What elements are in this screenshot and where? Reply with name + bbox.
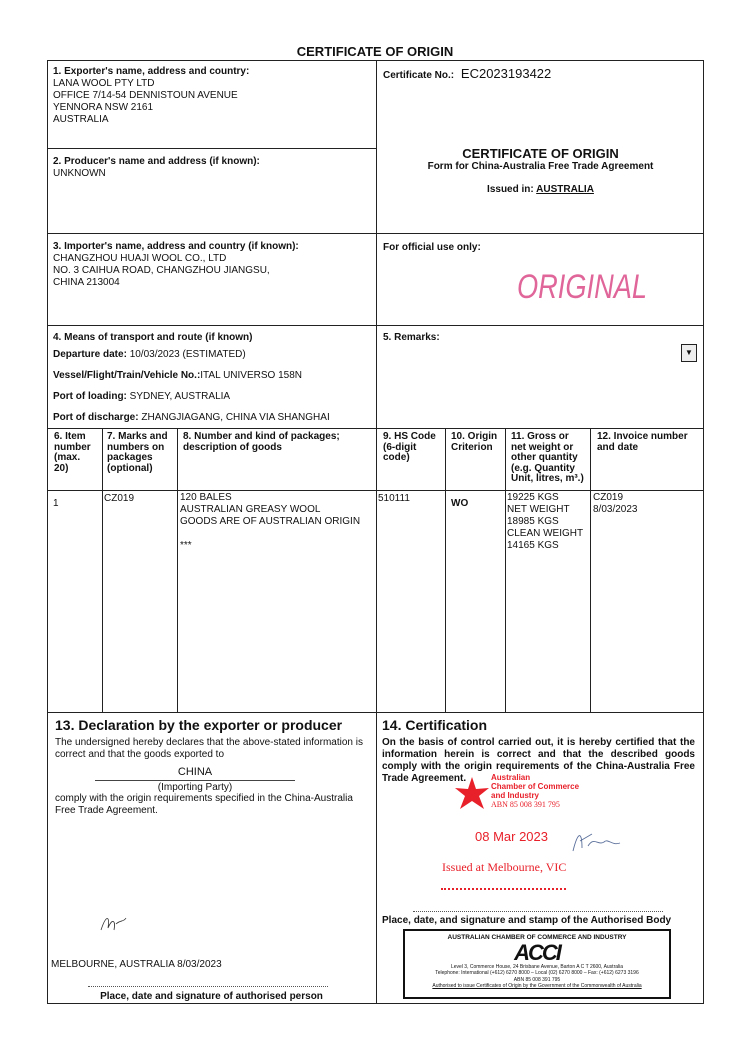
divider: [47, 325, 704, 326]
cell-hs-code: 510111: [378, 493, 410, 504]
acci-logo: ACCI: [514, 939, 560, 965]
importer-box: [53, 241, 299, 289]
transport-label: 4. Means of transport and route (if known): [53, 332, 253, 343]
producer-label: 2. Producer's name and address (if known):: [53, 156, 260, 167]
certification-date: 08 Mar 2023: [475, 829, 548, 844]
text-line: Chamber of Commerce: [491, 782, 580, 791]
cell-description: [180, 492, 360, 552]
acci-abn: ABN 85 008 391 795: [513, 976, 561, 983]
declaration-title: 13. Declaration by the exporter or producer: [55, 717, 343, 733]
divider: [47, 148, 376, 149]
vessel-label: Vessel/Flight/Train/Vehicle No.:: [53, 370, 201, 381]
text-line: (optional): [107, 462, 153, 474]
declaration-text-2: comply with the origin requirements specified in the China-Australia Free Trade Agreement.: [55, 793, 353, 816]
issued-in-label: Issued in:: [487, 184, 534, 195]
col-header-invoice: [597, 432, 688, 453]
acci-heading: AUSTRALIAN CHAMBER OF COMMERCE AND INDUSTRY: [447, 934, 627, 941]
certificate-subtitle: Form for China-Australia Free Trade Agreement: [427, 161, 654, 172]
text-line: code): [383, 452, 410, 463]
signature-line: [88, 986, 328, 987]
importer-line: NO. 3 CAIHUA ROAD, CHANGZHOU JIANGSU,: [53, 265, 270, 276]
vessel-value: ITAL UNIVERSO 158N: [200, 370, 302, 381]
acci-star-icon: [452, 775, 492, 813]
divider: [47, 712, 704, 713]
divider: [445, 428, 446, 712]
text-line: (max.: [54, 452, 81, 463]
divider: [376, 712, 377, 1004]
certificate-no-value: EC2023193422: [460, 66, 552, 81]
port-of-loading: [53, 391, 230, 402]
text-line: 20): [54, 462, 69, 474]
text-line: 8/03/2023: [593, 504, 638, 515]
col-header-item: [54, 432, 91, 474]
acci-stamp-box: [403, 929, 671, 999]
text-line: 11. Gross or: [511, 431, 569, 442]
text-line: (e.g. Quantity: [511, 462, 575, 474]
certification-text: On the basis of control carried out, it is hereby certified that the information herein is correct and that the described goods comply with the origin requirements of the China-Australia Free Trade Agreement.: [382, 737, 695, 784]
text-line: number: [54, 441, 91, 453]
divider: [102, 428, 103, 712]
loading-label: Port of loading:: [53, 391, 127, 402]
col-header-description: [183, 432, 340, 453]
text-line: 6. Item: [54, 431, 86, 442]
departure-date: [53, 349, 246, 360]
exporter-line: YENNORA NSW 2161: [53, 102, 154, 113]
cell-criterion: WO: [451, 498, 469, 509]
text-line: 120 BALES: [180, 492, 232, 503]
dropdown-arrow-icon[interactable]: ▼: [681, 344, 697, 362]
acci-address: Level 3, Commerce House, 24 Brisbane Avenue, Barton A C T 2600, Australia: [450, 963, 624, 970]
text-line: numbers on: [107, 441, 165, 453]
discharge-label: Port of discharge:: [53, 412, 139, 423]
cell-invoice: [593, 492, 638, 516]
cell-item: 1: [53, 498, 59, 509]
text-line: AUSTRALIAN GREASY WOOL: [180, 504, 321, 515]
text-line: NET WEIGHT: [507, 504, 570, 515]
remarks-label: 5. Remarks:: [383, 332, 440, 343]
divider: [376, 60, 377, 428]
importing-party-label: (Importing Party): [157, 782, 233, 793]
text-line: 10. Origin: [451, 431, 498, 442]
col-header-hs-code: [383, 432, 436, 464]
divider: [376, 428, 377, 712]
departure-value: 10/03/2023 (ESTIMATED): [129, 349, 246, 360]
col-header-weight: [511, 432, 584, 485]
text-line: 9. HS Code: [383, 431, 436, 442]
acci-stamp: [491, 773, 579, 809]
certificate-number: [383, 66, 551, 81]
port-of-discharge: [53, 412, 330, 423]
text-line: CLEAN WEIGHT: [507, 528, 584, 539]
vessel: [53, 370, 302, 381]
declaration-text: The undersigned hereby declares that the above-stated information is correct and that the goods exported to: [55, 737, 363, 760]
red-dotted-line: [441, 888, 566, 890]
text-line: Criterion: [451, 441, 493, 453]
cell-marks: CZ019: [104, 493, 135, 504]
text-line: 7. Marks and: [107, 431, 168, 442]
certification-title: 14. Certification: [382, 717, 488, 733]
col-header-origin-criterion: [451, 432, 497, 453]
issued-at: Issued at Melbourne, VIC: [442, 860, 567, 874]
text-line: description of goods: [183, 441, 282, 453]
text-line: 14165 KGS: [507, 540, 559, 551]
exporter-line: AUSTRALIA: [53, 114, 109, 125]
declaration-place-date: MELBOURNE, AUSTRALIA 8/03/2023: [51, 959, 222, 970]
importer-label: 3. Importer's name, address and country (if known):: [53, 241, 299, 252]
divider: [505, 428, 506, 712]
acci-phone: Telephone: International (+612) 6270 8000 – Local (02) 6270 8000 – Fax: (+612) 6273 3196: [435, 970, 639, 976]
text-line: and date: [597, 441, 639, 453]
text-line: other quantity: [511, 452, 578, 463]
text-line: 8. Number and kind of packages;: [183, 431, 340, 442]
official-use-label: For official use only:: [383, 242, 481, 253]
text-line: [180, 528, 360, 540]
exporter-line: OFFICE 7/14-54 DENNISTOUN AVENUE: [53, 90, 238, 101]
col-header-marks: [107, 432, 168, 474]
text-line: CZ019: [593, 492, 624, 503]
discharge-value: ZHANGJIAGANG, CHINA VIA SHANGHAI: [141, 412, 330, 423]
text-line: Australian: [491, 773, 531, 782]
document-title: CERTIFICATE OF ORIGIN: [296, 44, 454, 59]
producer-box: [53, 156, 260, 180]
cell-weight: [507, 492, 583, 552]
divider: [47, 233, 704, 234]
text-line: GOODS ARE OF AUSTRALIAN ORIGIN: [180, 516, 361, 527]
text-line: ABN 85 008 391 795: [491, 800, 560, 809]
text-line: (6-digit: [383, 441, 417, 453]
divider: [177, 428, 178, 712]
text-line: 12. Invoice number: [597, 431, 688, 442]
text-line: 19225 KGS: [507, 492, 559, 503]
authorised-signature: [570, 826, 630, 856]
divider: [590, 428, 591, 712]
acci-authorised: Authorised to issue Certificates of Origin by the Government of the Commonwealth of Australia: [432, 983, 642, 989]
exporter-line: LANA WOOL PTY LTD: [53, 78, 155, 89]
exporter-label: 1. Exporter's name, address and country:: [53, 66, 250, 77]
exporter-box: [53, 66, 249, 126]
loading-value: SYDNEY, AUSTRALIA: [129, 391, 231, 402]
text-line: and Industry: [491, 791, 540, 800]
text-line: net weight or: [511, 441, 574, 453]
importer-line: CHINA 213004: [53, 277, 120, 288]
certification-footer: Place, date, and signature and stamp of the Authorised Body: [382, 915, 672, 926]
text-line: Unit, litres, m³.): [511, 473, 584, 484]
issued-in-country: AUSTRALIA: [536, 184, 594, 195]
original-stamp: ORIGINAL: [517, 268, 647, 306]
text-line: ***: [180, 540, 192, 551]
signature-line: [413, 911, 663, 912]
importer-line: CHANGZHOU HUAJI WOOL CO., LTD: [53, 253, 227, 264]
exporter-signature: [98, 910, 128, 936]
text-line: packages: [107, 452, 153, 463]
issued-in: [377, 184, 704, 195]
producer-line: UNKNOWN: [53, 168, 106, 179]
text-line: 18985 KGS: [507, 516, 559, 527]
declaration-footer: Place, date and signature of authorised person: [100, 991, 323, 1002]
export-country: CHINA: [95, 766, 295, 781]
certificate-title: CERTIFICATE OF ORIGIN: [462, 146, 619, 161]
departure-label: Departure date:: [53, 349, 127, 360]
certificate-no-label: Certificate No.:: [383, 70, 455, 81]
